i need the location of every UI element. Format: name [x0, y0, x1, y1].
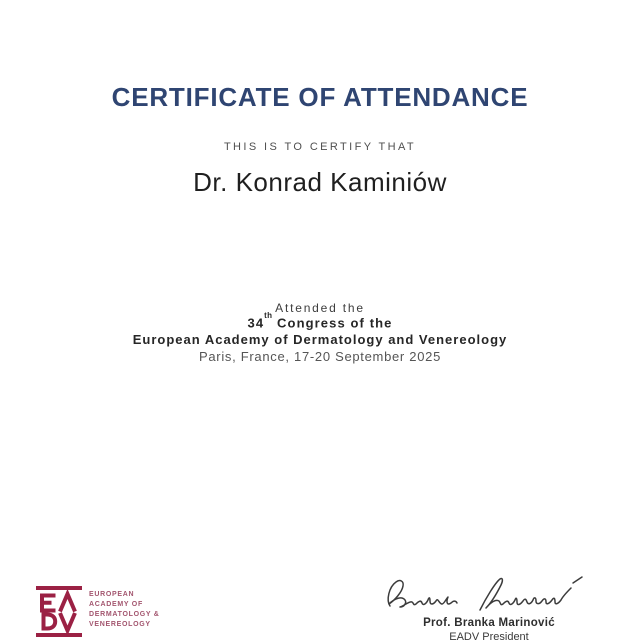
logo-text-line: VENEREOLOGY: [89, 621, 151, 628]
attended-line: Attended the: [275, 301, 365, 315]
eadv-logo: [36, 586, 160, 637]
logo-text-line: DERMATOLOGY &: [89, 611, 160, 618]
location-date-line: Paris, France, 17-20 September 2025: [198, 349, 441, 364]
signature-image: [383, 574, 595, 614]
congress-line: [0, 311, 640, 331]
congress-line-rest: Congress of the: [272, 315, 393, 331]
certify-line: THIS IS TO CERTIFY THAT: [223, 141, 417, 153]
organization-line: European Academy of Dermatology and Venereology: [132, 332, 508, 347]
signatory-name: Prof. Branka Marinović: [423, 617, 555, 629]
recipient-name: Dr. Konrad Kaminiów: [193, 167, 447, 197]
signature-block: [383, 574, 595, 640]
logo-text-line: ACADEMY OF: [89, 601, 143, 608]
certificate-title: CERTIFICATE OF ATTENDANCE: [111, 82, 529, 112]
eadv-logo-text: [89, 586, 160, 630]
eadv-logo-icon: [36, 586, 82, 637]
signatory-role: EADV President: [449, 631, 529, 640]
logo-text-line: EUROPEAN: [89, 591, 135, 598]
congress-ordinal-suffix: th: [264, 311, 273, 320]
congress-number: 34: [247, 315, 265, 331]
